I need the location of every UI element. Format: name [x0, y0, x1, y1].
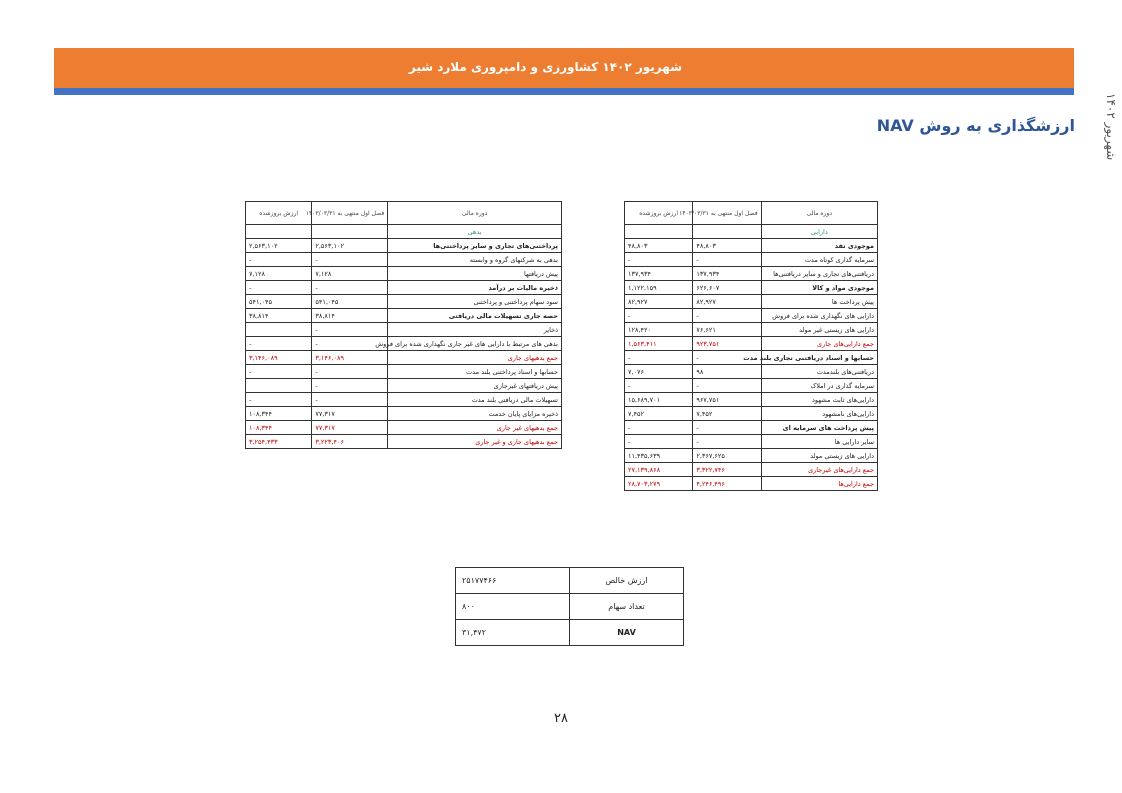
row-label: دارایی‌های نامشهود [761, 407, 877, 421]
table-row [625, 379, 878, 393]
table-row [625, 393, 878, 407]
table-subheader: بدهی [388, 225, 562, 239]
section-title: ارزشگذاری به روش NAV [876, 116, 1075, 135]
quarter-value: ۷,۴۵۲ [693, 407, 761, 421]
header-accent-strip [54, 88, 1074, 95]
table-row [625, 421, 878, 435]
nav-summary-row [456, 568, 684, 594]
row-label: جمع بدهیهای غیر جاری [388, 421, 562, 435]
updated-value: ۱,۱۲۲,۱۵۹ [625, 281, 693, 295]
row-label: دارایی‌های ثابت مشهود [761, 393, 877, 407]
updated-value [246, 323, 312, 337]
updated-value: - [625, 253, 693, 267]
updated-value: - [625, 351, 693, 365]
quarter-value: - [693, 421, 761, 435]
quarter-value: - [693, 351, 761, 365]
updated-value: - [625, 435, 693, 449]
column-header: دوره مالی [388, 202, 562, 225]
side-date-label: شهریور ۱۴۰۲ [1104, 92, 1118, 160]
updated-value: ۷,۴۵۲ [625, 407, 693, 421]
quarter-value: ۳,۲۲۳,۴۰۶ [312, 435, 388, 449]
table-row [625, 351, 878, 365]
row-label: جمع دارایی‌های جاری [761, 337, 877, 351]
quarter-value: ۲,۳۶۷,۶۲۵ [693, 449, 761, 463]
row-label: دارایی های زیستی مولد [761, 449, 877, 463]
table-header-row [246, 202, 562, 225]
table-row [246, 337, 562, 351]
table-subheader: دارایی [761, 225, 877, 239]
nav-summary-row [456, 594, 684, 620]
updated-value: - [625, 379, 693, 393]
row-label: جمع دارایی‌های غیرجاری [761, 463, 877, 477]
updated-value: ۳,۱۴۶,۰۸۹ [246, 351, 312, 365]
updated-value [246, 379, 312, 393]
table-row [625, 295, 878, 309]
nav-summary-value: ۲۵۱۷۷۴۶۶ [456, 568, 570, 594]
nav-summary-label: ارزش خالص [570, 568, 684, 594]
row-label: بدهی های مرتبط با دارایی های غیر جاری نگهداری شده برای فروش [388, 337, 562, 351]
table-row [246, 351, 562, 365]
table-row [246, 379, 562, 393]
empty-cell [312, 225, 388, 239]
updated-value: ۴۸,۸۰۳ [625, 239, 693, 253]
updated-value: - [246, 393, 312, 407]
row-label: سرمایه گذاری در املاک [761, 379, 877, 393]
quarter-value: ۹۸ [693, 365, 761, 379]
quarter-value: ۳,۱۴۶,۰۸۹ [312, 351, 388, 365]
row-label: پیش پرداخت های سرمایه ای [761, 421, 877, 435]
quarter-value: - [312, 323, 388, 337]
table-row [625, 435, 878, 449]
assets-table [624, 201, 878, 491]
quarter-value: - [312, 393, 388, 407]
quarter-value: ۲,۵۶۳,۱۰۲ [312, 239, 388, 253]
table-row [625, 463, 878, 477]
table-row [625, 449, 878, 463]
row-label: ذخایر [388, 323, 562, 337]
table-subheader-row [246, 225, 562, 239]
quarter-value: ۷۷,۳۱۷ [312, 421, 388, 435]
updated-value: - [625, 421, 693, 435]
row-label: سرمایه گذاری کوتاه مدت [761, 253, 877, 267]
table-row [625, 253, 878, 267]
quarter-value: - [693, 253, 761, 267]
updated-value: ۱۱,۴۳۵,۶۳۹ [625, 449, 693, 463]
quarter-value: ۳,۳۲۲,۷۴۶ [693, 463, 761, 477]
updated-value: ۷,۱۲۸ [246, 267, 312, 281]
quarter-value: - [312, 253, 388, 267]
updated-value: - [246, 253, 312, 267]
table-row [246, 281, 562, 295]
quarter-value: ۳۸,۸۱۴ [312, 309, 388, 323]
row-label: دارایی های نگهداری شده برای فروش [761, 309, 877, 323]
updated-value: - [246, 365, 312, 379]
updated-value: - [625, 309, 693, 323]
row-label: پیش دریافتهای غیرجاری [388, 379, 562, 393]
nav-summary-value: ۸۰۰ [456, 594, 570, 620]
row-label: جمع بدهیهای جاری [388, 351, 562, 365]
nav-summary-label: تعداد سهام [570, 594, 684, 620]
row-label: حسابها و اسناد پرداختنی بلند مدت [388, 365, 562, 379]
table-row [625, 407, 878, 421]
row-label: پیش پرداخت ها [761, 295, 877, 309]
updated-value: ۲۷,۱۳۹,۸۶۸ [625, 463, 693, 477]
liabilities-table [245, 201, 562, 449]
empty-cell [625, 225, 693, 239]
row-label: حصه جاری تسهیلات مالی دریافتی [388, 309, 562, 323]
quarter-value: - [312, 337, 388, 351]
table-row [625, 239, 878, 253]
quarter-value: ۷۷,۳۱۷ [312, 407, 388, 421]
row-label: پرداختنی‌های تجاری و سایر پرداختنی‌ها [388, 239, 562, 253]
table-row [625, 477, 878, 491]
quarter-value: ۷,۱۲۸ [312, 267, 388, 281]
row-label: دریافتنی‌های بلندمدت [761, 365, 877, 379]
table-row [246, 323, 562, 337]
updated-value: ۱۲۸,۴۲۰ [625, 323, 693, 337]
quarter-value: - [312, 365, 388, 379]
updated-value: ۵۴۱,۰۴۵ [246, 295, 312, 309]
nav-summary-label: NAV [570, 620, 684, 646]
table-row [246, 267, 562, 281]
updated-value: ۱,۵۶۳,۴۱۱ [625, 337, 693, 351]
table-row [246, 253, 562, 267]
row-label: حسابها و اسناد دریافتنی تجاری بلند مدت [761, 351, 877, 365]
column-header: فصل اول منتهی به ۱۴۰۳/۰۳/۳۱ [312, 202, 388, 225]
quarter-value: ۸۲,۹۲۷ [693, 295, 761, 309]
row-label: دریافتنی‌های تجاری و سایر دریافتنی‌ها [761, 267, 877, 281]
row-label: ذخیره مزایای پایان خدمت [388, 407, 562, 421]
column-header: ارزش بروزشده [625, 202, 693, 225]
row-label: ذخیره مالیات بر درآمد [388, 281, 562, 295]
empty-cell [693, 225, 761, 239]
quarter-value: - [693, 379, 761, 393]
quarter-value: ۶۲۶,۶۰۷ [693, 281, 761, 295]
table-row [625, 323, 878, 337]
nav-summary-value: ۳۱,۴۷۲ [456, 620, 570, 646]
updated-value: ۳,۲۵۴,۴۳۳ [246, 435, 312, 449]
table-row [625, 365, 878, 379]
table-row [246, 295, 562, 309]
page-number: ۲۸ [554, 711, 568, 726]
quarter-value: - [312, 379, 388, 393]
table-row [246, 309, 562, 323]
quarter-value: ۵۴۱,۰۴۵ [312, 295, 388, 309]
row-label: بدهی به شرکتهای گروه و وابسته [388, 253, 562, 267]
table-subheader-row [625, 225, 878, 239]
updated-value: ۲۸,۷۰۳,۲۷۹ [625, 477, 693, 491]
column-header: ارزش بروزشده [246, 202, 312, 225]
row-label: موجودی نقد [761, 239, 877, 253]
row-label: پیش دریافتها [388, 267, 562, 281]
updated-value: ۱۳۷,۹۳۴ [625, 267, 693, 281]
updated-value: ۲,۵۶۳,۱۰۲ [246, 239, 312, 253]
updated-value: ۳۸,۸۱۴ [246, 309, 312, 323]
table-header-row [625, 202, 878, 225]
table-row [246, 435, 562, 449]
row-label: موجودی مواد و کالا [761, 281, 877, 295]
row-label: تسهیلات مالی دریافتی بلند مدت [388, 393, 562, 407]
updated-value: ۱۰۸,۳۴۴ [246, 421, 312, 435]
table-row [625, 267, 878, 281]
updated-value: - [246, 281, 312, 295]
table-row [246, 393, 562, 407]
quarter-value: ۴,۲۴۶,۴۹۶ [693, 477, 761, 491]
table-row [246, 407, 562, 421]
column-header: دوره مالی [761, 202, 877, 225]
updated-value: ۱۰۸,۳۴۴ [246, 407, 312, 421]
quarter-value: ۷۶,۶۲۱ [693, 323, 761, 337]
quarter-value: ۹۶۷,۷۵۱ [693, 393, 761, 407]
updated-value: ۸۲,۹۲۷ [625, 295, 693, 309]
table-row [246, 239, 562, 253]
row-label: سود سهام پرداختنی و پرداختنی [388, 295, 562, 309]
table-row [246, 365, 562, 379]
quarter-value: ۱۳۷,۹۳۴ [693, 267, 761, 281]
quarter-value: ۴۸,۸۰۳ [693, 239, 761, 253]
table-row [625, 281, 878, 295]
row-label: دارایی های زیستی غیر مولد [761, 323, 877, 337]
updated-value: ۷,۰۷۶ [625, 365, 693, 379]
quarter-value: - [693, 309, 761, 323]
quarter-value: ۹۲۳,۷۵۱ [693, 337, 761, 351]
row-label: جمع بدهیهای جاری و غیر جاری [388, 435, 562, 449]
row-label: سایر دارایی ها [761, 435, 877, 449]
quarter-value: - [693, 435, 761, 449]
empty-cell [246, 225, 312, 239]
row-label: جمع دارایی‌ها [761, 477, 877, 491]
nav-summary-table [455, 567, 684, 646]
updated-value: - [246, 337, 312, 351]
updated-value: ۱۵,۶۸۹,۷۰۱ [625, 393, 693, 407]
table-row [625, 337, 878, 351]
quarter-value: - [312, 281, 388, 295]
nav-summary-row [456, 620, 684, 646]
column-header: فصل اول منتهی به ۱۴۰۳/۰۳/۳۱ [693, 202, 761, 225]
table-row [246, 421, 562, 435]
header-title: شهریور ۱۴۰۲ کشاورزی و دامپروری ملارد شیر [408, 60, 682, 74]
table-row [625, 309, 878, 323]
